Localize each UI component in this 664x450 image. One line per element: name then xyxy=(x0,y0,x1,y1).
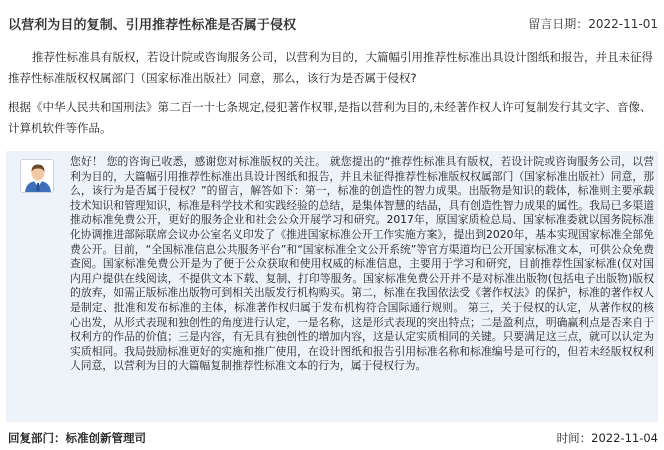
question-header xyxy=(8,13,658,33)
reply-box xyxy=(6,151,658,422)
reply-department-label: 回复部门： xyxy=(8,431,66,445)
reply-time-value: 2022-11-04 xyxy=(591,431,658,445)
message-date xyxy=(528,15,658,32)
reply-department xyxy=(8,430,146,446)
reply-department-value: 标准创新管理司 xyxy=(65,431,146,445)
reply-time-label: 时间： xyxy=(556,431,592,445)
question-body: 推荐性标准具有版权，若设计院或咨询服务公司，以营利为目的，大篇幅引用推荐性标准出具设计图纸和报告，并且未征得推荐性标准版权权属部门（国家标准出版社）同意，那么，该行为是否属于侵权? xyxy=(8,50,653,85)
user-avatar-icon xyxy=(20,159,54,193)
reply-text: 您好！ 您的咨询已收悉，感谢您对标准版权的关注。 就您提出的“推荐性标准具有版权，若设计院或咨询服务公司，以营利为目的，大篇幅引用推荐性标准出具设计图纸和报告，并且未征得推荐性标准版权权属部门（国家标准出版社）同意，那么，该行为是否属于侵权？”的留言，解答如下：第一，标准的创造性的智力成果。出版物是知识的载体，标准则主要承载技术知识和管理知识，标准是科学技术和实践经验的总结，是集体智慧的结晶，具有创造性智力成果的属性。我局已多渠道推动标准免费公开，更好的服务企业和社会公众开展学习和研究。2017年，原国家质检总局、国家标准委就以国务院标准化协调推进部际联席会议办公室名义印发了《推进国家标准公开工作实施方案》，提出到2020年，基本实现国家标准全部免费公开。目前，“全国标准信息公共服务平台”和“国家标准全文公开系统”等官方渠道均已公开国家标准文本，可供公众免费查阅。国家标准免费公开是为了便于公众获取和使用权威的标准信息，主要用于学习和研究，目前推荐性国家标准(仅对国内用户提供在线阅读，不提供文本下载、复制、打印等服务。国家标准免费公开并不是对标准出版物(包括电子出版物)版权的放弃，如需正版标准出版物可到相关出版发行机构购买。第二，标准在我国依法受《著作权法》的保护，标准的著作权人是制定、批准和发布标准的主体，标准著作权归属于发布机构符合国际通行规则。 第三，关于侵权的认定，从著作权的核心出发，从形式表现和独创性的角度进行认定，一是名称，这是形式表现的突出特点；二是盈利点，明确赢利点是否来自于权利方的作品的价值；三是内容，有无具有独创性的增加内容，这是认定实质相同的关键。只要满足这三点，就可以认定为实质相同。我局鼓励标准更好的实施和推广使用，在设计图纸和报告引用标准名称和标准编号是可行的，但若未经版权权利人同意，以营利为目的大篇幅复制推荐性标准文本的行为，属于侵权行为。 xyxy=(70,155,654,373)
law-reference: 根据《中华人民共和国刑法》第二百一十七条规定,侵犯著作权罪,是指以营利为目的,未经著作权人许可复制发行其文字、音像、计算机软件等作品。 xyxy=(8,100,652,135)
question-title: 以营利为目的复制、引用推荐性标准是否属于侵权 xyxy=(8,17,297,33)
message-date-label: 留言日期： xyxy=(528,16,589,31)
reply-footer xyxy=(8,430,658,446)
reply-time xyxy=(557,430,658,446)
message-date-value: 2022-11-01 xyxy=(588,16,658,31)
